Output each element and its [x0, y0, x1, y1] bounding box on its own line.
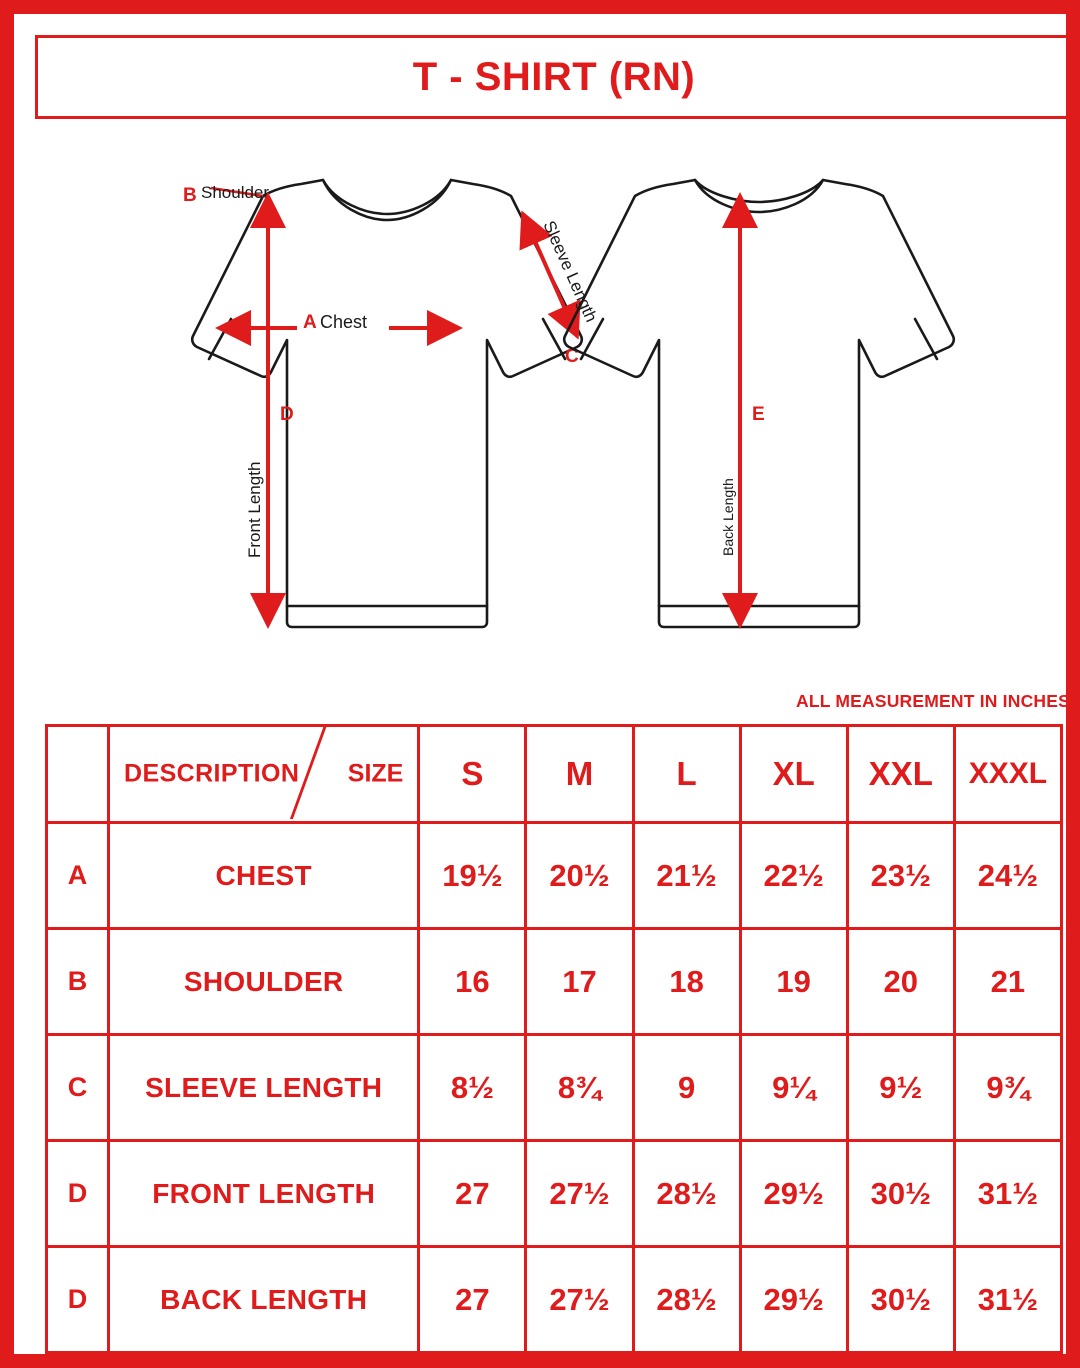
label-sleeve-length: Sleeve Length: [539, 217, 601, 325]
label-c: C: [565, 346, 579, 367]
row-letter: D: [47, 1141, 109, 1247]
row-value-m: 27½: [526, 1141, 633, 1247]
row-letter: B: [47, 929, 109, 1035]
header-size-xxxl: XXXL: [954, 726, 1061, 823]
back-length-annotation: [720, 196, 765, 625]
row-value-m: 20½: [526, 823, 633, 929]
row-description: CHEST: [109, 823, 419, 929]
label-front-length: Front Length: [245, 461, 264, 558]
row-value-xl: 19: [740, 929, 847, 1035]
title-box: [35, 35, 1073, 119]
row-value-l: 28½: [633, 1247, 740, 1353]
table-header-row: [47, 726, 1062, 823]
table-row: [47, 1035, 1062, 1141]
page-title: T - SHIRT (RN): [412, 54, 696, 99]
header-description-label: DESCRIPTION: [124, 759, 300, 788]
row-value-xl: 29½: [740, 1247, 847, 1353]
row-value-xxl: 30½: [847, 1141, 954, 1247]
row-value-l: 21½: [633, 823, 740, 929]
table-row: [47, 1247, 1062, 1353]
page-inner: [28, 28, 1080, 1368]
front-shoulder-annotation: [183, 183, 269, 206]
row-value-m: 8¾: [526, 1035, 633, 1141]
header-size-s: S: [419, 726, 526, 823]
header-size-m: M: [526, 726, 633, 823]
tshirt-diagram: [35, 128, 1073, 708]
row-value-xxxl: 24½: [954, 823, 1061, 929]
size-table: [45, 724, 1063, 1354]
row-value-m: 27½: [526, 1247, 633, 1353]
header-size-label: SIZE: [347, 759, 404, 788]
row-value-m: 17: [526, 929, 633, 1035]
row-description: SLEEVE LENGTH: [109, 1035, 419, 1141]
label-shoulder: Shoulder: [201, 183, 270, 202]
row-value-xxl: 30½: [847, 1247, 954, 1353]
row-value-s: 27: [419, 1141, 526, 1247]
row-value-xl: 9¼: [740, 1035, 847, 1141]
row-letter: C: [47, 1035, 109, 1141]
row-letter: D: [47, 1247, 109, 1353]
row-value-l: 9: [633, 1035, 740, 1141]
row-value-xxxl: 31½: [954, 1247, 1061, 1353]
header-corner-cell: [47, 726, 109, 823]
front-chest-annotation: [219, 310, 459, 334]
row-letter: A: [47, 823, 109, 929]
row-value-xxl: 9½: [847, 1035, 954, 1141]
row-value-s: 19½: [419, 823, 526, 929]
header-size-xxl: XXL: [847, 726, 954, 823]
row-value-xl: 29½: [740, 1141, 847, 1247]
row-value-xxxl: 31½: [954, 1141, 1061, 1247]
row-value-xl: 22½: [740, 823, 847, 929]
row-value-xxl: 20: [847, 929, 954, 1035]
tshirt-front-illustration: [192, 180, 582, 627]
row-value-s: 8½: [419, 1035, 526, 1141]
header-size-l: L: [633, 726, 740, 823]
size-table-wrap: [45, 724, 1063, 1354]
row-description: FRONT LENGTH: [109, 1141, 419, 1247]
row-description: SHOULDER: [109, 929, 419, 1035]
table-row: [47, 1141, 1062, 1247]
label-b: B: [183, 185, 197, 206]
label-back-length: Back Length: [720, 478, 736, 556]
label-d: D: [280, 404, 294, 425]
measurement-note: ALL MEASUREMENT IN INCHES: [796, 691, 1070, 711]
row-description: BACK LENGTH: [109, 1247, 419, 1353]
row-value-xxxl: 9¾: [954, 1035, 1061, 1141]
label-chest: Chest: [320, 312, 368, 332]
row-value-l: 18: [633, 929, 740, 1035]
table-row: [47, 823, 1062, 929]
label-e: E: [752, 404, 765, 425]
row-value-s: 16: [419, 929, 526, 1035]
header-description-size-cell: [109, 726, 419, 823]
header-size-xl: XL: [740, 726, 847, 823]
row-value-l: 28½: [633, 1141, 740, 1247]
table-row: [47, 929, 1062, 1035]
label-a: A: [303, 312, 317, 333]
row-value-xxl: 23½: [847, 823, 954, 929]
row-value-xxxl: 21: [954, 929, 1061, 1035]
row-value-s: 27: [419, 1247, 526, 1353]
